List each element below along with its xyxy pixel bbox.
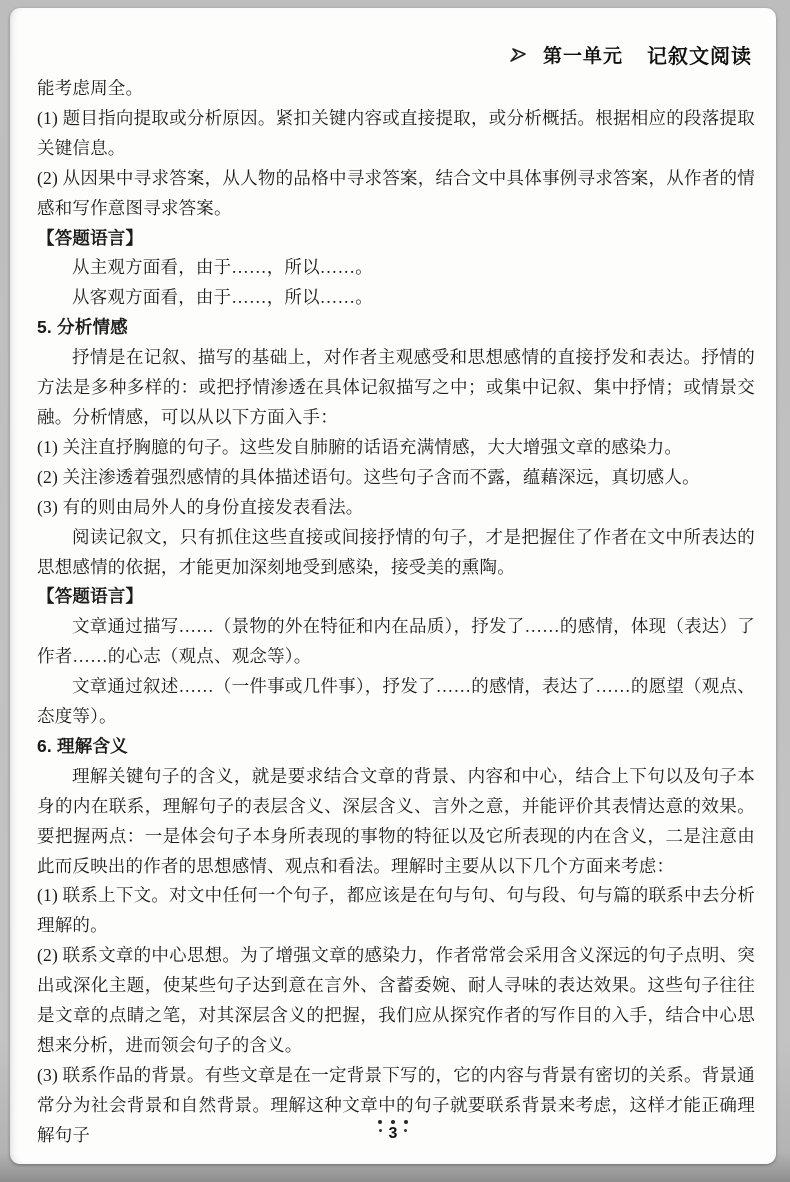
page-header: [509, 40, 752, 69]
unit-title: 记叙文阅读: [647, 46, 752, 68]
footer-tick-right: [404, 1129, 407, 1132]
unit-label: 第一单元: [542, 46, 623, 67]
paragraph-body: 阅读记叙文，只有抓住这些直接或间接抒情的句子，才是把握住了作者在文中所表达的思想感情的依据，才能更加深刻地受到感染，接受美的熏陶。: [37, 526, 755, 577]
section-heading-6: 6. 理解含义: [37, 735, 128, 756]
answer-language-label: 【答题语言】: [37, 586, 144, 607]
paragraph-body: 抒情是在记叙、描写的基础上，对作者主观感受和思想感情的直接抒发和表达。抒情的方法是多种多样的：或把抒情渗透在具体记叙描写之中；或集中记叙、集中抒情；或情景交融。分析情感，可以从以下方面入手：: [37, 347, 755, 427]
footer-tick-left: [379, 1129, 382, 1132]
answer-language-label: 【答题语言】: [37, 227, 144, 248]
scanned-book-page: [10, 8, 776, 1164]
paragraph-item-3: (3) 有的则由局外人的身份直接发表看法。: [37, 496, 364, 517]
paragraph-item-1: (1) 题目指向提取或分析原因。紧扣关键内容或直接提取，或分析概括。根据相应的段落提取关键信息。: [37, 107, 755, 158]
paragraph-item-3: (3) 联系作品的背景。有些文章是在一定背景下写的，它的内容与背景有密切的关系。背景通常分为社会背景和自然背景。理解这种文章中的句子就要联系背景来考虑，这样才能正确理解句子: [37, 1064, 755, 1145]
paragraph-item-1: (1) 联系上下文。对文中任何一个句子，都应该是在句与句、句与段、句与篇的联系中去分析理解的。: [37, 885, 755, 936]
paragraph-continuation: 能考虑周全。: [37, 78, 144, 98]
arrowhead-icon: [509, 46, 529, 64]
paragraph-body: 理解关键句子的含义，就是要求结合文章的背景、内容和中心，结合上下句以及句子本身的内在联系，理解句子的表层含义、深层含义、言外之意，并能评价其表情达意的效果。要把握两点：一是体会句子本身所表现的事物的特征以及它所表现的内在含义，二是注意由此而反映出的作者的思想感情、观点和看法。理解时主要从以下几个方面来考虑：: [37, 765, 755, 876]
section-heading-5: 5. 分析情感: [37, 317, 128, 338]
answer-template: 从主观方面看，由于……，所以……。: [72, 257, 373, 278]
paragraph-item-2: (2) 关注渗透着强烈感情的具体描述语句。这些句子含而不露，蕴藉深远，真切感人。: [37, 466, 700, 487]
paragraph-item-2: (2) 从因果中寻求答案，从人物的品格中寻求答案，结合文中具体事例寻求答案，从作者的情感和写作意图寻求答案。: [37, 167, 755, 218]
page-body-text: [37, 74, 755, 1151]
paragraph-item-2: (2) 联系文章的中心思想。为了增强文章的感染力，作者常常会采用含义深远的句子点明、突出或深化主题，使某些句子达到意在言外、含蓄委婉、耐人寻味的表达效果。这些句子往往是文章的点睛之笔，对其深层含义的把握，我们应从探究作者的写作目的入手，结合中心思想来分析，进而领会句子的含义。: [37, 945, 755, 1055]
answer-template: 文章通过描写……（景物的外在特征和内在品质），抒发了……的感情，体现（表达）了作者……的心志（观点、观念等）。: [37, 616, 755, 667]
footer-dots-decoration: [378, 1120, 408, 1124]
answer-template: 文章通过叙述……（一件事或几件事），抒发了……的感情，表达了……的愿望（观点、态度等）。: [37, 676, 755, 727]
page-footer: [10, 1120, 776, 1142]
page-number: 3: [388, 1125, 398, 1142]
paragraph-item-1: (1) 关注直抒胸臆的句子。这些发自肺腑的话语充满情感，大大增强文章的感染力。: [37, 436, 683, 457]
answer-template: 从客观方面看，由于……，所以……。: [72, 287, 373, 308]
